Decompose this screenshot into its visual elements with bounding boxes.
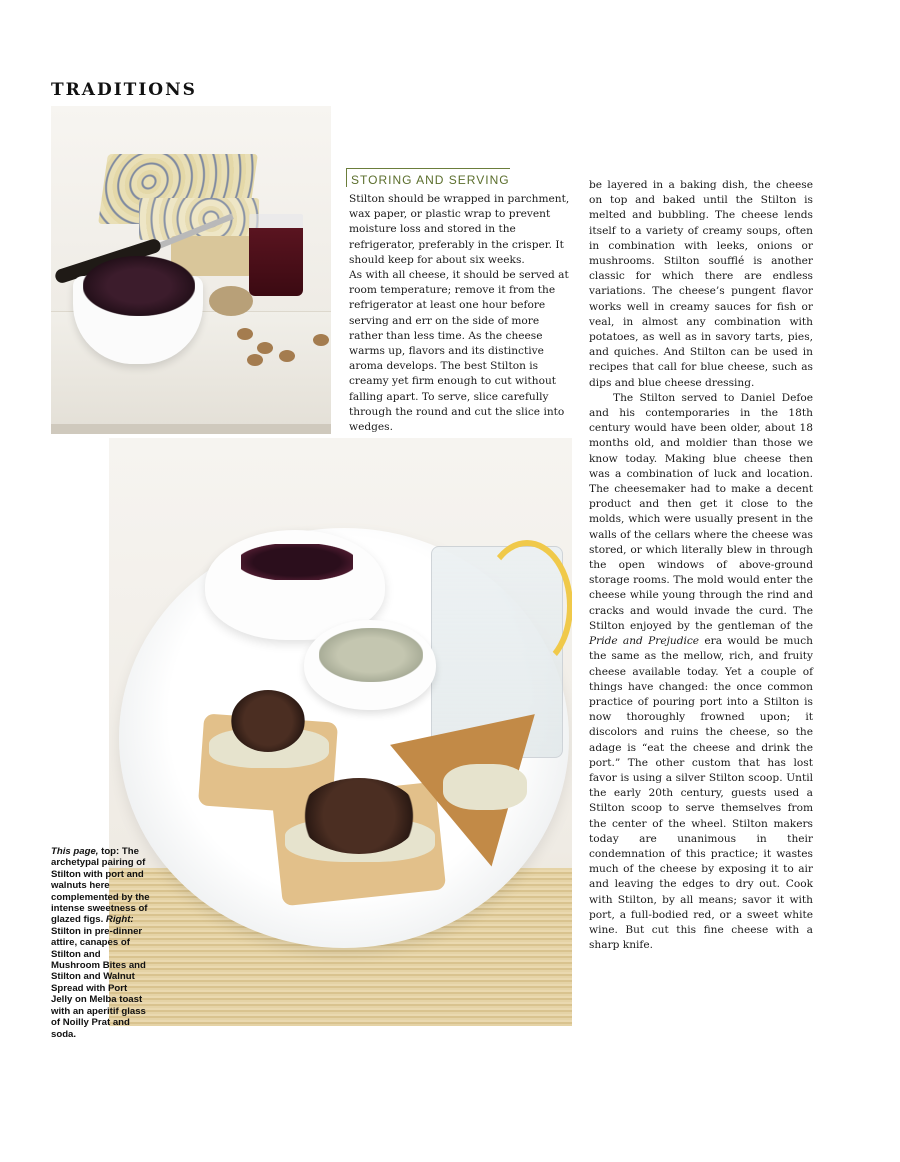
port-jelly — [241, 544, 353, 580]
lemon-slice — [481, 540, 572, 672]
stilton-slice — [139, 198, 259, 240]
walnut — [279, 350, 295, 362]
walnut — [247, 354, 263, 366]
glazed-figs — [83, 256, 195, 316]
walnut — [237, 328, 253, 340]
body-paragraph — [589, 391, 813, 954]
walnut — [313, 334, 329, 346]
book-title: Pride and Prejudice — [589, 635, 700, 648]
body-column — [589, 178, 813, 953]
photo-stilton-canapes — [109, 438, 572, 1026]
stilton-spread-topping — [443, 764, 527, 810]
sidebar-heading: STORING AND SERVING — [346, 168, 510, 187]
mushroom-topping — [231, 690, 305, 752]
walnut-shell — [209, 286, 253, 316]
body-paragraph: be layered in a baking dish, the cheese on top and baked until the Stilton is melted and bubbling. The cheese lends itself to a variety of creamy soups, often in combination with leeks, onions or mushrooms. Stilton soufflé is another classic for which there are endless variations. The cheese’s pungent flavor works well in creamy sauces for fish or veal, in almost any combination with potatoes, as well as in savory tarts, pies, and quiches. And Stilton can be used in recipes that call for blue cheese, such as dips and blue cheese dressing. — [589, 179, 813, 389]
sidebar-paragraph: As with all cheese, it should be served at room temperature; remove it from the refrigerator at least one hour before serving and err on the side of more rather than less time. As the cheese warms up, flavors and its distinctive aroma develops. The best Stilton is creamy yet firm enough to cut without falling apart. To serve, slice carefully through the round and cut the slice into wedges. — [349, 269, 569, 434]
board-edge — [51, 424, 331, 434]
photo-caption — [51, 846, 151, 1040]
body-text: The Stilton served to Daniel Defoe and his contemporaries in the 18th century would have been older, about 18 months old, and moldier than those we know today. Making blue cheese then was a combination of luck and location. The cheesemaker had to make a decent product and then get it close to the molds, which were usually present in the walls of the cellars where the cheese was stored, or which literally blew in through the open windows of above-ground storage rooms. The mold would enter the cheese while young through the rind and cracks and would invade the curd. The Stilton enjoyed by the gentleman of the — [589, 391, 813, 632]
section-title: TRADITIONS — [51, 80, 197, 100]
caption-text: top: The archetypal pairing of Stilton with port and walnuts here complemented by the intense sweetness of glazed figs. — [51, 846, 150, 926]
photo-stilton-port-walnuts — [51, 106, 331, 434]
caption-lead: This page, — [51, 846, 99, 857]
walnut-spread — [319, 628, 423, 682]
walnut — [257, 342, 273, 354]
port-glass — [249, 214, 303, 296]
caption-right-label: Right: — [105, 914, 134, 926]
body-text: era would be much the same as the mellow, rich, and fruity cheese available today. Yet a couple of things have changed: the once common practice of pouring port into a Stilton is now thoroughly frowned upon; it discolors and ruins the cheese, so the adage is “eat the cheese and drink the port.” The other custom that has lost favor is using a silver Stilton scoop. Until the early 20th century, guests used a Stilton scoop to serve themselves from the center of the wheel. Stilton makers today are unanimous in their condemnation of this practice; it wastes much of the cheese by exposing it to air and leaving the edges to dry out. Cook with Stilton, by all means; savor it with port, a full-bodied red, or a sweet white wine. But cut this fine cheese with a sharp knife. — [589, 635, 813, 952]
caption-text: Stilton in pre-dinner attire, canapes of Stilton and Mushroom Bites and Stilton and Walnut Spread with Port Jelly on Melba toast with an aperitif glass of Noilly Prat and soda. — [51, 925, 146, 1040]
sidebar-text — [349, 192, 573, 435]
sidebar-paragraph: Stilton should be wrapped in parchment, wax paper, or plastic wrap to prevent moisture loss and stored in the refrigerator, preferably in the crisper. It should keep for about six weeks. — [349, 193, 570, 266]
